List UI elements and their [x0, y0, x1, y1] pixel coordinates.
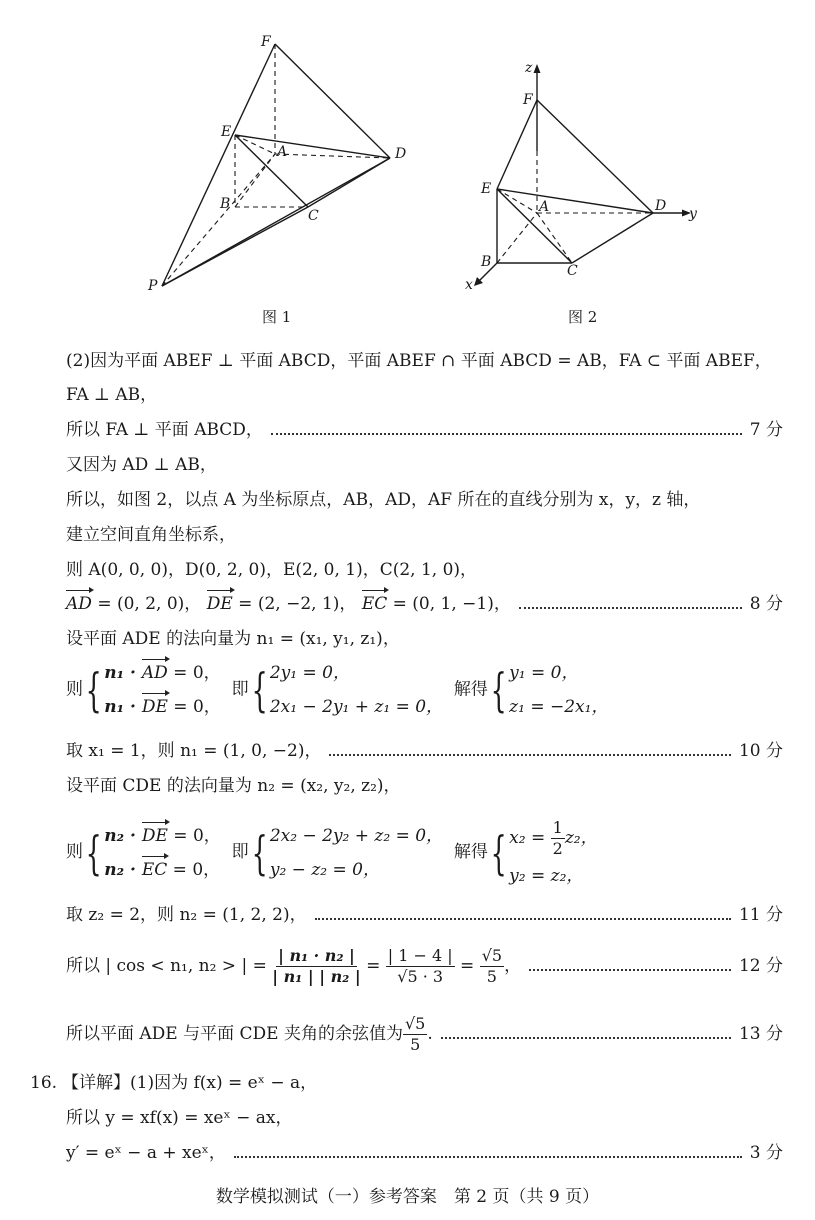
ze-label: 则: [66, 679, 83, 700]
part2-line1: (2)因为平面 ABEF ⊥ 平面 ABCD，平面 ABEF ∩ 平面 ABCD = AB，FA ⊂ 平面 ABEF，: [66, 351, 772, 371]
cos-expression: 所以 | cos < n₁, n₂ > | = $\frac{\text{| n₁ · n₂ |}}{\text{| n₁ | | n₂ |}}$ = $\frac{| 1 - 4 |}{√5 \cdot 3}$ = $\frac{√5}{5}$ ，: [66, 945, 522, 986]
label-A: A: [539, 199, 550, 215]
part2-line2: FA ⊥ AB，: [66, 385, 158, 405]
system-2-mid: 2x₂ − 2y₂ + z₂ = 0， y₂ − z₂ = 0，: [269, 825, 444, 880]
fraction-2: $\frac{| 1 - 4 |}{√5 \cdot 3}$: [387, 945, 453, 986]
part2-line3: [66, 419, 783, 441]
label-P: P: [148, 278, 158, 294]
edge-AB: [235, 154, 275, 207]
leader-dots: [234, 1156, 742, 1158]
edge-EC: [497, 189, 572, 263]
label-E: E: [481, 181, 492, 197]
part2-line9: 设平面 ADE 的法向量为 n₁ = (x₁, y₁, z₁)，: [66, 629, 400, 649]
score-12: 12 分: [738, 956, 783, 976]
brace: {: [85, 663, 102, 717]
part2-line7: 则 A(0, 0, 0)，D(0, 2, 0)，E(2, 0, 1)，C(2, 1, 0)，: [66, 560, 478, 580]
label-y: y: [689, 206, 697, 222]
fraction-half: $\frac{1}{2}$: [552, 818, 563, 858]
system-1-left: n₁ · AD = 0， n₁ · DE = 0，: [104, 663, 221, 717]
figure-1: [140, 28, 420, 328]
edge-PA: [162, 154, 275, 286]
edge-EC: [235, 135, 308, 207]
part2-line14: [66, 1012, 783, 1056]
system-1-right: y₁ = 0， z₁ = −2x₁，: [509, 663, 609, 717]
edge-AB: [497, 213, 537, 263]
system-2: 则{ n₂ · DE = 0， n₂ · EC = 0， 即{ 2x₂ − 2y₂ + z₂ = 0， y₂ − z₂ = 0， 解得{ x₂ = $\frac{1}{2}$ z₂， y₂ = z₂，: [66, 818, 598, 886]
vector-AD: AD: [66, 594, 92, 614]
leader-dots: [519, 607, 742, 609]
page-footer: 数学模拟测试（一）参考答案 第 2 页（共 9 页）: [215, 1187, 600, 1207]
part2-line3-text: 所以 FA ⊥ 平面 ABCD，: [66, 420, 263, 440]
label-B: B: [220, 196, 231, 212]
system-1-mid: 2y₁ = 0， 2x₁ − 2y₁ + z₁ = 0，: [269, 663, 444, 717]
score-13: 13 分: [738, 1024, 783, 1044]
leader-dots: [529, 969, 731, 971]
leader-dots: [329, 754, 730, 756]
label-F: F: [523, 92, 533, 108]
label-z: z: [525, 60, 533, 76]
ji-label: 即: [231, 679, 249, 700]
edge-AC: [537, 213, 572, 263]
label-D: D: [395, 146, 407, 162]
part2-line6: 建立空间直角坐标系，: [66, 525, 236, 545]
vector-EC-value: = (0, 1, −1)，: [392, 594, 511, 614]
part2-line10-text: 取 x₁ = 1，则 n₁ = (1, 0, −2)，: [66, 741, 322, 761]
figure-2: [455, 56, 710, 328]
part2-line5: 所以，如图 2，以点 A 为坐标原点，AB，AD，AF 所在的直线分别为 x，y，z 轴，: [66, 490, 701, 510]
part2-line12: [66, 904, 783, 926]
vector-AD-value: = (0, 2, 0)，: [97, 594, 202, 614]
score-8: 8 分: [749, 594, 783, 614]
system-2-right: x₂ = $\frac{1}{2}$ z₂， y₂ = z₂，: [509, 818, 598, 886]
part2-line13: [66, 944, 783, 988]
leader-dots: [441, 1037, 731, 1039]
label-E: E: [221, 124, 232, 140]
fraction-conclusion: $\frac{√5}{5}$: [404, 1013, 426, 1054]
edge-ED: [497, 189, 653, 213]
q16-line3: [66, 1142, 783, 1164]
label-C: C: [567, 263, 578, 279]
part2-line4: 又因为 AD ⊥ AB，: [66, 455, 217, 475]
label-x: x: [465, 277, 473, 293]
edge-FD: [275, 44, 390, 158]
edge-EF: [497, 100, 537, 189]
label-C: C: [308, 208, 319, 224]
part2-line8: [66, 593, 783, 615]
edge-CD: [572, 213, 653, 263]
score-11: 11 分: [738, 905, 783, 925]
label-D: D: [655, 198, 667, 214]
q16-line3-text: y′ = eˣ − a + xeˣ，: [66, 1143, 226, 1163]
edge-PD: [162, 158, 390, 286]
edge-PF: [162, 44, 275, 286]
label-A: A: [277, 144, 288, 160]
part2-line10: [66, 740, 783, 762]
q16-line2: 所以 y = xf(x) = xeˣ − ax，: [66, 1108, 293, 1128]
leader-dots: [315, 918, 731, 920]
edge-ED: [235, 135, 390, 158]
conclusion: 所以平面 ADE 与平面 CDE 夹角的余弦值为 $\frac{√5}{5}$ .: [66, 1013, 433, 1054]
edge-FD: [537, 100, 653, 213]
system-2-left: n₂ · DE = 0， n₂ · EC = 0，: [104, 825, 221, 880]
label-B: B: [481, 254, 492, 270]
score-10: 10 分: [738, 741, 783, 761]
jiede-label: 解得: [453, 679, 488, 700]
q16-number: 16.: [30, 1073, 58, 1093]
vector-DE-value: = (2, −2, 1)，: [238, 594, 357, 614]
vectors-row: [66, 593, 511, 615]
vector-DE: DE: [206, 594, 233, 614]
vector-EC: EC: [361, 594, 388, 614]
q16-line1: 【详解】(1)因为 f(x) = eˣ − a，: [62, 1073, 318, 1093]
score-7: 7 分: [749, 420, 783, 440]
fraction-3: $\frac{√5}{5}$: [481, 945, 503, 986]
label-F: F: [261, 34, 271, 50]
figure-2-caption: 图 2: [568, 308, 598, 326]
fraction-1: $\frac{\text{| n₁ · n₂ |}}{\text{| n₁ | | n₂ |}}$: [272, 945, 361, 986]
score-3: 3 分: [749, 1143, 783, 1163]
figure-1-caption: 图 1: [262, 308, 292, 326]
part2-line11: 设平面 CDE 的法向量为 n₂ = (x₂, y₂, z₂)，: [66, 776, 401, 796]
part2-line12-text: 取 z₂ = 2，则 n₂ = (1, 2, 2)，: [66, 905, 307, 925]
system-1: 则{ n₁ · AD = 0， n₁ · DE = 0， 即{ 2y₁ = 0， 2x₁ − 2y₁ + z₁ = 0， 解得{ y₁ = 0， z₁ = −2x₁，: [66, 663, 609, 717]
leader-dots: [271, 433, 742, 435]
